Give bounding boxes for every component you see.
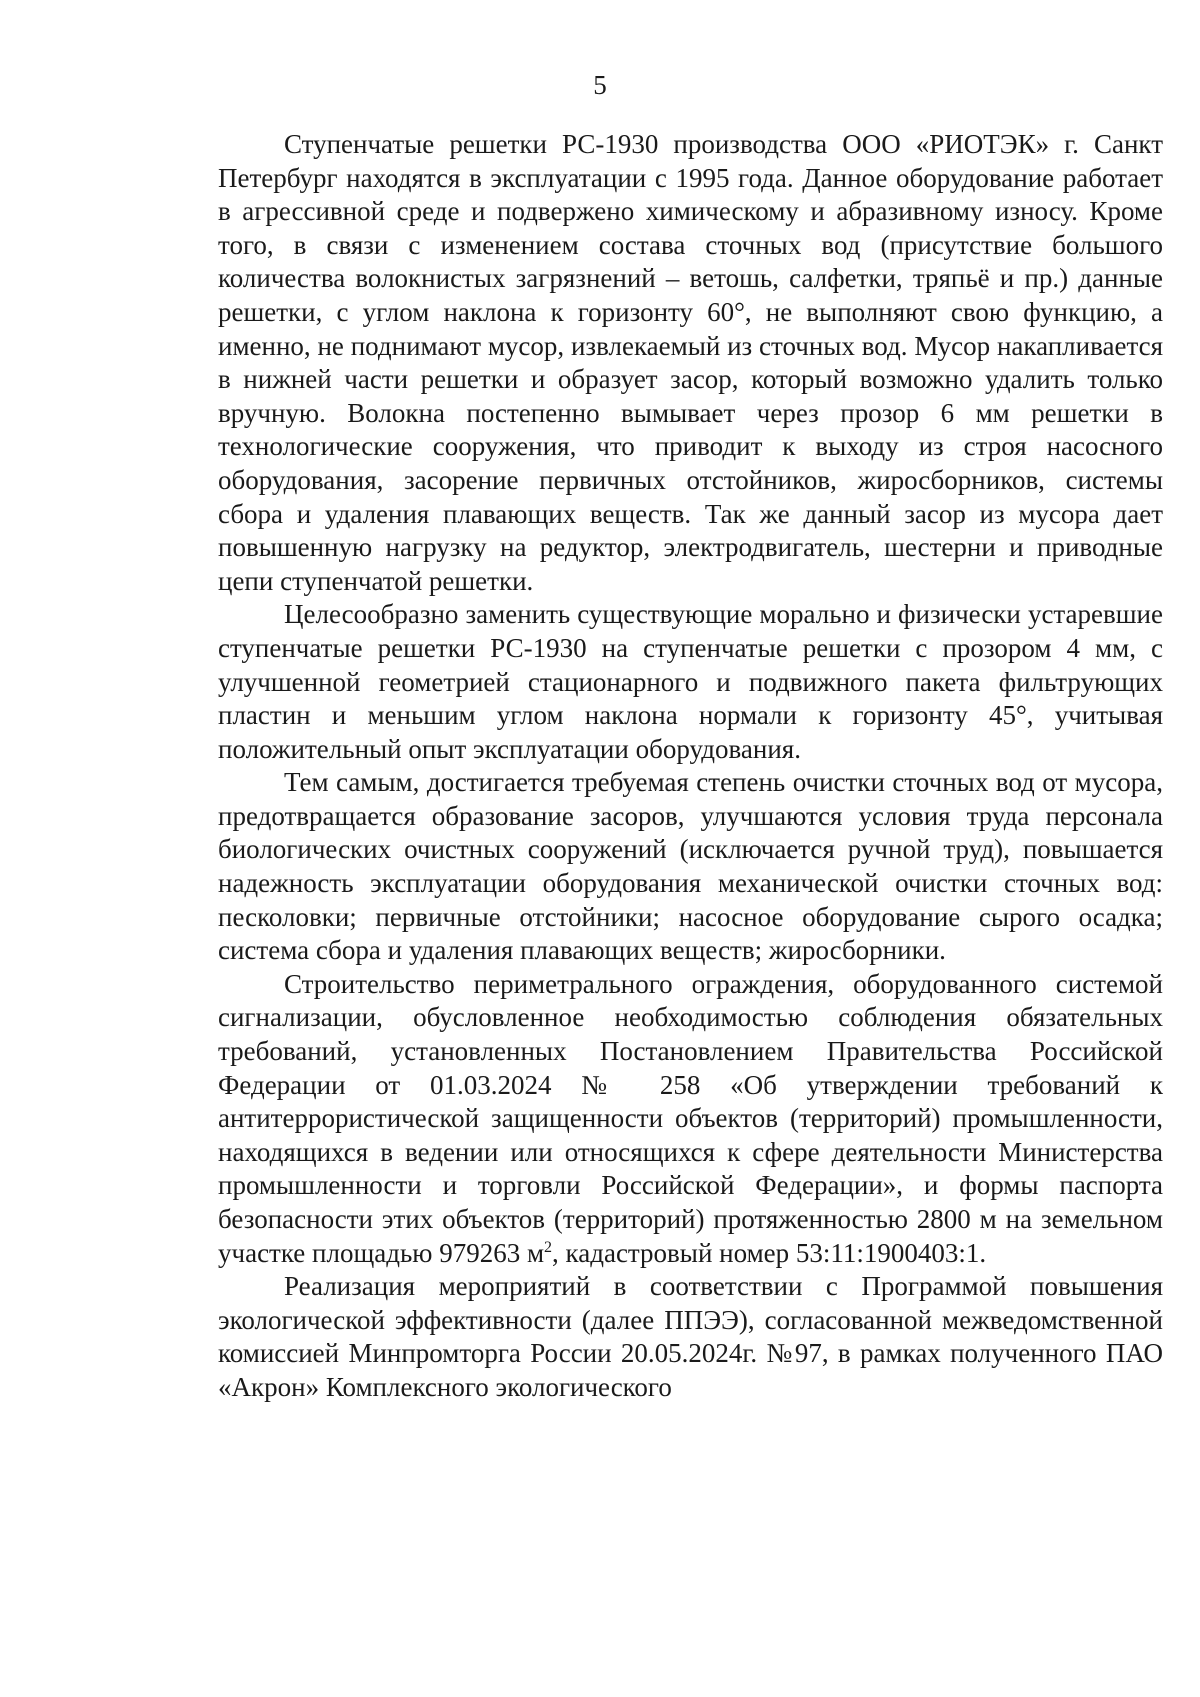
paragraph-ecology-program: Реализация мероприятий в соответствии с Программой повышения экологической эффективности (далее ППЭЭ), согласованной межведомственной комиссией Минпромторга России 20.05.2024г. №97, в рамках полученного ПАО «Акрон» Комплексного экологического [218, 1271, 1163, 1402]
square-meter-superscript: 2 [544, 1238, 553, 1256]
paragraph-replacement: Целесообразно заменить существующие морально и физически устаревшие ступенчатые решетки РС-1930 на ступенчатые решетки с прозором 4 мм, с улучшенной геометрией стационарного и подвижного пакета фильтрующих пластин и меньшим углом наклона нормали к горизонту 45°, учитывая положительный опыт эксплуатации оборудования. [218, 599, 1163, 764]
paragraph-result: Тем самым, достигается требуемая степень очистки сточных вод от мусора, предотвращается образование засоров, улучшаются условия труда персонала биологических очистных сооружений (исключается ручной труд), повышается надежность эксплуатации оборудования механической очистки сточных вод: песколовки; первичные отстойники; насосное оборудование сырого осадка; система сбора и удаления плавающих веществ; жиросборники. [218, 767, 1163, 966]
page-number: 5 [593, 70, 607, 100]
paragraph-step-screens: Ступенчатые решетки РС-1930 производства ООО «РИОТЭК» г. Санкт Петербург находятся в эксплуатации с 1995 года. Данное оборудование работает в агрессивной среде и подвержено химическому и абразивному износу. Кроме того, в связи с изменением состава сточных вод (присутствие большого количества волокнистых загрязнений – ветошь, салфетки, тряпьё и пр.) данные решетки, с углом наклона к горизонту 60°, не выполняют свою функцию, а именно, не поднимают мусор, извлекаемый из сточных вод. Мусор накапливается в нижней части решетки и образует засор, который возможно удалить только вручную. Волокна постепенно вымывает через прозор 6 мм решетки в технологические сооружения, что приводит к выходу из строя насосного оборудования, засорение первичных отстойников, жиросборников, системы сбора и удаления плавающих веществ. Так же данный засор из мусора дает повышенную нагрузку на редуктор, электродвигатель, шестерни и приводные цепи ступенчатой решетки. [218, 129, 1163, 596]
fence-text: Строительство периметрального ограждения, оборудованного системой сигнализации, обусловленное необходимостью соблюдения обязательных требований, установленных Постановлением Правительства Российской Федерации от 01.03.2024 № 258 «Об утверждении требований к антитеррористической защищенности объектов (территорий) промышленности, находящихся в ведении или относящихся к сфере деятельности Министерства промышленности и торговли Российской Федерации», и формы паспорта безопасности этих объектов (территорий) протяженностью 2800 м на земельном участке площадью 979263 м [218, 968, 1163, 1268]
cadastral-number-text: , кадастровый номер 53:11:1900403:1. [552, 1237, 987, 1268]
document-body [218, 128, 1163, 1405]
paragraph-fence-construction [218, 968, 1163, 1270]
